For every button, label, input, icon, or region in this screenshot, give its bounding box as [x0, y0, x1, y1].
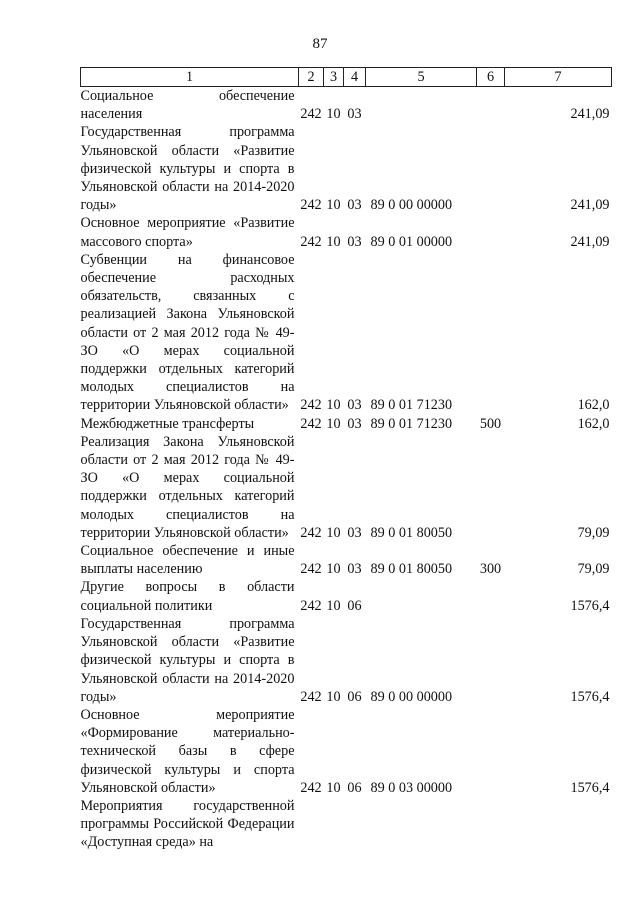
ministry-code-cell: 242: [300, 106, 322, 123]
table-row: [81, 87, 612, 124]
expense-type-cell: [477, 251, 505, 415]
target-article-cell: [366, 87, 477, 124]
row-name-cell: Реализация Закона Ульяновской области от 2 мая 2012 года № 49-ЗО «О мерах социальной поддержки отдельных категорий молодых специалистов на территории Ульяновской области»: [80, 433, 295, 541]
ministry-code-cell: [299, 797, 324, 852]
ministry-code-cell: 242: [300, 397, 322, 414]
row-name-cell: Государственная программа Ульяновской области «Развитие физической культуры и спорта в Ульяновской области на 2014-2020 годы»: [80, 615, 295, 705]
subsection-code-cell: 06: [347, 688, 362, 705]
amount-cell: 79,09: [577, 561, 610, 578]
ministry-code-cell: 242: [300, 688, 322, 705]
row-name-cell: Мероприятия государственной программы Российской Федерации «Доступная среда» на: [80, 797, 295, 851]
amount-cell: 162,0: [577, 397, 610, 414]
ministry-code-cell: 242: [300, 524, 322, 541]
amount-cell: 79,09: [577, 524, 610, 541]
ministry-code-cell: 242: [300, 415, 322, 432]
subsection-code-cell: 06: [347, 597, 362, 614]
table-row: [81, 542, 612, 578]
header-col-2: 2: [299, 68, 324, 87]
table-row: [81, 251, 612, 415]
amount-cell: 1576,4: [570, 779, 610, 796]
subsection-code-cell: 03: [347, 197, 362, 214]
target-article-cell: [366, 797, 477, 852]
section-code-cell: 10: [326, 597, 341, 614]
expense-type-cell: [477, 706, 505, 797]
expense-type-cell: [477, 214, 505, 250]
table-row: [81, 214, 612, 250]
subsection-code-cell: 03: [347, 397, 362, 414]
expense-type-cell: [477, 433, 505, 542]
amount-cell: 241,09: [570, 106, 610, 123]
table-row: [81, 123, 612, 214]
ministry-code-cell: 242: [300, 779, 322, 796]
subsection-code-cell: 03: [347, 415, 362, 432]
header-col-7: 7: [505, 68, 612, 87]
ministry-code-cell: 242: [300, 561, 322, 578]
target-article-cell: 89 0 01 80050: [370, 561, 453, 578]
row-name-cell: Основное мероприятие «Развитие массового спорта»: [80, 215, 295, 250]
row-name-cell: Основное мероприятие «Формирование материально-технической базы в сфере физической культуры и спорта Ульяновской области»: [80, 706, 295, 796]
table-row: [81, 615, 612, 706]
target-article-cell: 89 0 01 71230: [370, 397, 453, 414]
target-article-cell: [366, 578, 477, 614]
table-row: [81, 415, 612, 433]
expense-type-cell: [477, 797, 505, 852]
target-article-cell: 89 0 01 71230: [370, 415, 453, 432]
subsection-code-cell: [344, 797, 366, 852]
target-article-cell: 89 0 01 00000: [370, 233, 453, 250]
section-code-cell: 10: [326, 397, 341, 414]
table-row: [81, 706, 612, 797]
target-article-cell: 89 0 00 00000: [370, 688, 453, 705]
row-name-cell: Другие вопросы в области социальной политики: [80, 579, 295, 614]
expense-type-cell: 500: [479, 415, 502, 432]
section-code-cell: 10: [326, 106, 341, 123]
header-col-5: 5: [366, 68, 477, 87]
section-code-cell: 10: [326, 197, 341, 214]
expense-type-cell: [477, 615, 505, 706]
page-number: 87: [312, 36, 328, 52]
expense-type-cell: [477, 578, 505, 614]
amount-cell: 162,0: [577, 415, 610, 432]
target-article-cell: 89 0 03 00000: [370, 779, 453, 796]
table-row: [81, 433, 612, 542]
section-code-cell: 10: [326, 233, 341, 250]
table-body: [81, 87, 612, 852]
header-col-1: 1: [81, 68, 299, 87]
row-name-cell: Социальное обеспечение и иные выплаты населению: [80, 543, 295, 578]
target-article-cell: 89 0 00 00000: [370, 197, 453, 214]
section-code-cell: [324, 797, 344, 852]
subsection-code-cell: 03: [347, 524, 362, 541]
header-col-4: 4: [344, 68, 366, 87]
section-code-cell: 10: [326, 524, 341, 541]
subsection-code-cell: 03: [347, 233, 362, 250]
row-name-cell: Государственная программа Ульяновской области «Развитие физической культуры и спорта в Ульяновской области на 2014-2020 годы»: [80, 124, 295, 214]
amount-cell: 1576,4: [570, 597, 610, 614]
row-name-cell: Социальное обеспечение населения: [80, 88, 295, 123]
subsection-code-cell: 03: [347, 106, 362, 123]
table-row: [81, 797, 612, 852]
section-code-cell: 10: [326, 688, 341, 705]
row-name-cell: Межбюджетные трансферты: [80, 415, 255, 432]
table-row: [81, 578, 612, 614]
expense-type-cell: [477, 123, 505, 214]
amount-cell: 241,09: [570, 197, 610, 214]
ministry-code-cell: 242: [300, 197, 322, 214]
expense-type-cell: [477, 87, 505, 124]
budget-table: [80, 67, 612, 852]
amount-cell: 1576,4: [570, 688, 610, 705]
section-code-cell: 10: [326, 779, 341, 796]
section-code-cell: 10: [326, 561, 341, 578]
amount-cell: [505, 797, 612, 852]
header-col-6: 6: [477, 68, 505, 87]
row-name-cell: Субвенции на финансовое обеспечение расходных обязательств, связанных с реализацией Закона Ульяновской области от 2 мая 2012 года № 49-ЗО «О мерах социальной поддержки отдельных категорий молодых специалистов на территории Ульяновской области»: [80, 251, 295, 414]
header-col-3: 3: [324, 68, 344, 87]
expense-type-cell: 300: [479, 561, 502, 578]
subsection-code-cell: 03: [347, 561, 362, 578]
ministry-code-cell: 242: [300, 597, 322, 614]
section-code-cell: 10: [326, 415, 341, 432]
target-article-cell: 89 0 01 80050: [370, 524, 453, 541]
table-header-row: [81, 68, 612, 87]
subsection-code-cell: 06: [347, 779, 362, 796]
ministry-code-cell: 242: [300, 233, 322, 250]
amount-cell: 241,09: [570, 233, 610, 250]
